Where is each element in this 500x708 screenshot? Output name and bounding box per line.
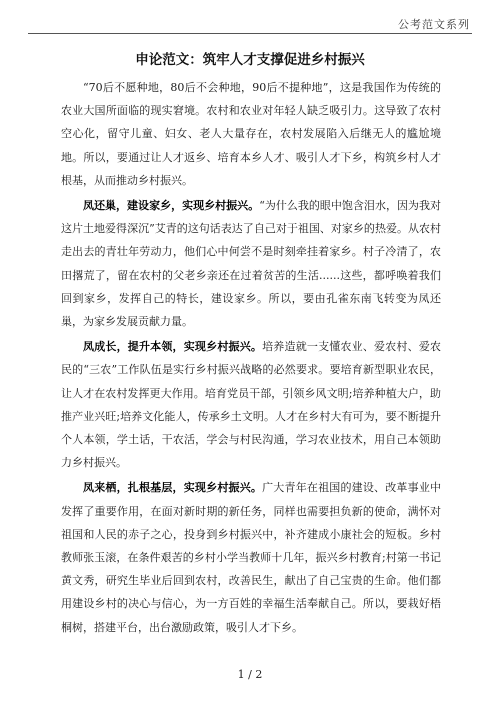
paragraph-text: “为什么我的眼中饱含泪水，因为我对这片土地爱得深沉”艾青的这句话表达了自己对于祖国、对家乡的热爱。从农村走出去的青壮年劳动力，他们心中何尝不是时刻牵挂着家乡。村子冷清了，农田撂荒了，留在农村的父老乡亲还在过着贫苦的生活......这些，都呼唤着我们回到家乡，发挥自己的特长，建设家乡。所以，要由孔雀东南飞转变为凤还巢，为家乡发展贡献力量。 [61, 199, 441, 329]
page-number: 1 / 2 [237, 668, 263, 681]
paragraph-root-grassroots [61, 476, 441, 638]
paragraph-lead: 凤来栖，扎根基层，实现乡村振兴。 [83, 481, 263, 495]
header-series-label: 公考范文系列 [398, 18, 470, 31]
paragraph-text: “70后不愿种地，80后不会种地，90后不提种地”，这是我国作为传统的农业大国所面临的现实窘境。农村和农业对年轻人缺乏吸引力。这导致了农村空心化，留守儿童、妇女、老人大量存在，农村发展陷入后继无人的尴尬境地。所以，要通过让人才返乡、培育本乡人才、吸引人才下乡，构筑乡村人才根基，从而推动乡村振兴。 [61, 81, 441, 187]
paragraph-text: 培养造就一支懂农业、爱农村、爱农民的“三农”工作队伍是实行乡村振兴战略的必然要求。要培育新型职业农民，让人才在农村发挥更大作用。培育党员干部，引领乡风文明;培养种植大户，助推产业兴旺;培养文化能人，传承乡土文明。人才在乡村大有可为，要不断提升个人本领，学土话，干农活，学会与村民沟通，学习农业技术，用自己本领助力乡村振兴。 [61, 340, 442, 470]
paragraph-text: 广大青年在祖国的建设、改革事业中发挥了重要作用，在面对新时期的新任务，同样也需要担负新的使命，满怀对祖国和人民的赤子之心，投身到乡村振兴中，补齐建成小康社会的短板。乡村教师张玉滚，在条件艰苦的乡村小学当教师十几年，振兴乡村教育;村第一书记黄文秀，研究生毕业后回到农村，改善民生，献出了自己宝贵的生命。他们都用建设乡村的决心与信心，为一方百姓的幸福生活奉献自己。所以，要栽好梧桐树，搭建平台，出台激励政策，吸引人才下乡。 [61, 481, 442, 634]
paragraph-return-home [61, 194, 441, 333]
paragraph-intro [61, 76, 441, 192]
document-body [61, 76, 441, 639]
paragraph-lead: 凤还巢，建设家乡，实现乡村振兴。 [83, 199, 260, 213]
paragraph-grow-skills [61, 335, 441, 474]
header-divider [28, 33, 472, 34]
document-title: 申论范文：筑牢人才支撑促进乡村振兴 [135, 52, 365, 68]
paragraph-lead: 凤成长，提升本领，实现乡村振兴。 [83, 340, 263, 354]
